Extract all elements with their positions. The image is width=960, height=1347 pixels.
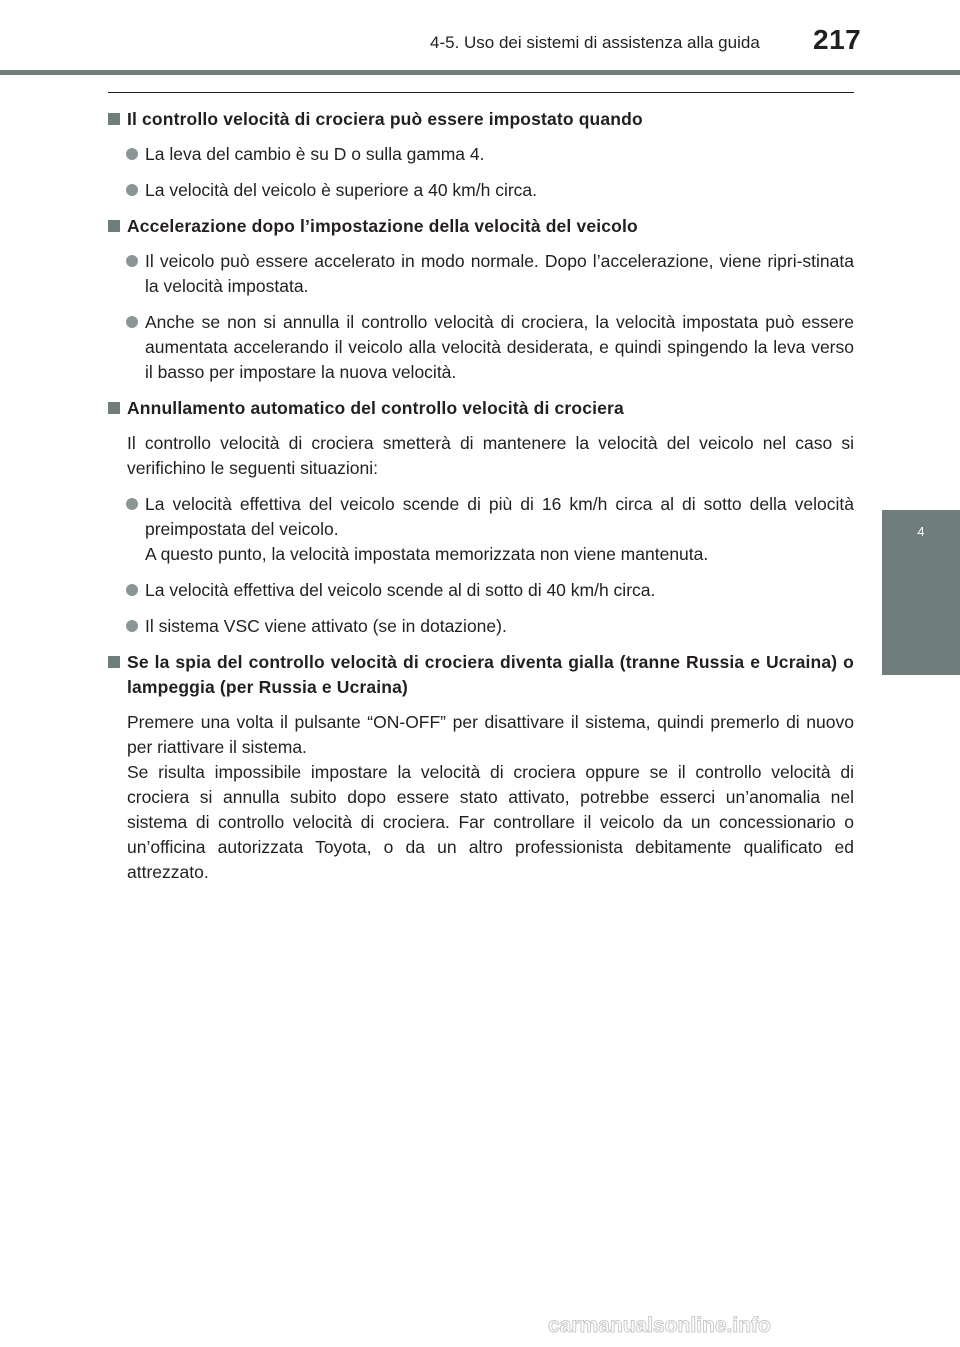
paragraph-text: Se risulta impossibile impostare la velocità di crociera oppure se il controllo velocità di crociera si annulla subito dopo essere stato attivato, potrebbe esserci un’anomalia nel sistema di controllo velocità di crociera. Far controllare il veicolo da un concessionario o un’officina autorizzata Toyota, o da un altro professionista debitamente qualificato ed attrezzato. (127, 762, 854, 882)
bullet-text: Anche se non si annulla il controllo velocità di crociera, la velocità impostata può essere aumentata accelerando il veicolo alla velocità desiderata, e quindi spingendo la leva verso il basso per impostare la nuova velocità. (145, 312, 854, 382)
square-bullet-icon (108, 656, 120, 668)
section-paragraph (108, 710, 854, 885)
square-bullet-icon (108, 220, 120, 232)
square-bullet-icon (108, 113, 120, 125)
bullet-text: La velocità del veicolo è superiore a 40 km/h circa. (145, 180, 538, 200)
bullet-continuation-text: A questo punto, la velocità impostata memorizzata non viene mantenuta. (145, 544, 709, 564)
circle-bullet-icon (126, 255, 138, 267)
watermark (548, 1314, 960, 1344)
section-heading (108, 650, 854, 700)
page-number: 217 (813, 24, 862, 55)
circle-bullet-icon (126, 148, 138, 160)
heading-text: Il controllo velocità di crociera può essere impostato quando (127, 109, 643, 129)
circle-bullet-icon (126, 184, 138, 196)
bullet-item (108, 142, 854, 167)
bullet-item (108, 178, 854, 203)
heading-text: Accelerazione dopo l’impostazione della velocità del veicolo (127, 216, 638, 236)
bullet-item (108, 310, 854, 385)
heading-text: Annullamento automatico del controllo velocità di crociera (127, 398, 624, 418)
section-heading (108, 214, 854, 239)
section-heading (108, 396, 854, 421)
square-bullet-icon (108, 402, 120, 414)
bullet-text: La velocità effettiva del veicolo scende al di sotto di 40 km/h circa. (145, 580, 656, 600)
header-rule (0, 70, 960, 75)
circle-bullet-icon (126, 498, 138, 510)
circle-bullet-icon (126, 584, 138, 596)
bullet-item (108, 249, 854, 299)
chapter-number: 4 (917, 524, 925, 539)
watermark-text: carmanualsonline.info (548, 1314, 771, 1337)
page-content (108, 107, 854, 896)
content-top-rule (108, 92, 854, 93)
section-heading (108, 107, 854, 132)
running-header-section: 4-5. Uso dei sistemi di assistenza alla guida (430, 33, 760, 52)
bullet-text: La velocità effettiva del veicolo scende di più di 16 km/h circa al di sotto della velocità preimpostata del veicolo. (145, 494, 854, 539)
chapter-tab (882, 510, 960, 675)
circle-bullet-icon (126, 620, 138, 632)
chapter-label-wrapper (27, 600, 53, 660)
circle-bullet-icon (126, 316, 138, 328)
section-intro: Il controllo velocità di crociera smetterà di mantenere la velocità del veicolo nel caso si verifichino le seguenti situazioni: (127, 433, 854, 478)
bullet-item (108, 614, 854, 639)
bullet-text: Il sistema VSC viene attivato (se in dotazione). (145, 616, 507, 636)
heading-text: Se la spia del controllo velocità di crociera diventa gialla (tranne Russia e Ucraina) o lampeggia (per Russia e Ucraina) (127, 652, 854, 697)
bullet-text: La leva del cambio è su D o sulla gamma 4. (145, 144, 485, 164)
bullet-text: Il veicolo può essere accelerato in modo normale. Dopo l’accelerazione, viene ripri-stinata la velocità impostata. (145, 251, 854, 296)
bullet-item (108, 578, 854, 603)
chapter-label: Guida (37, 607, 54, 651)
bullet-item (108, 492, 854, 567)
paragraph-text: Premere una volta il pulsante “ON-OFF” per disattivare il sistema, quindi premerlo di nuovo per riattivare il sistema. (127, 712, 854, 757)
